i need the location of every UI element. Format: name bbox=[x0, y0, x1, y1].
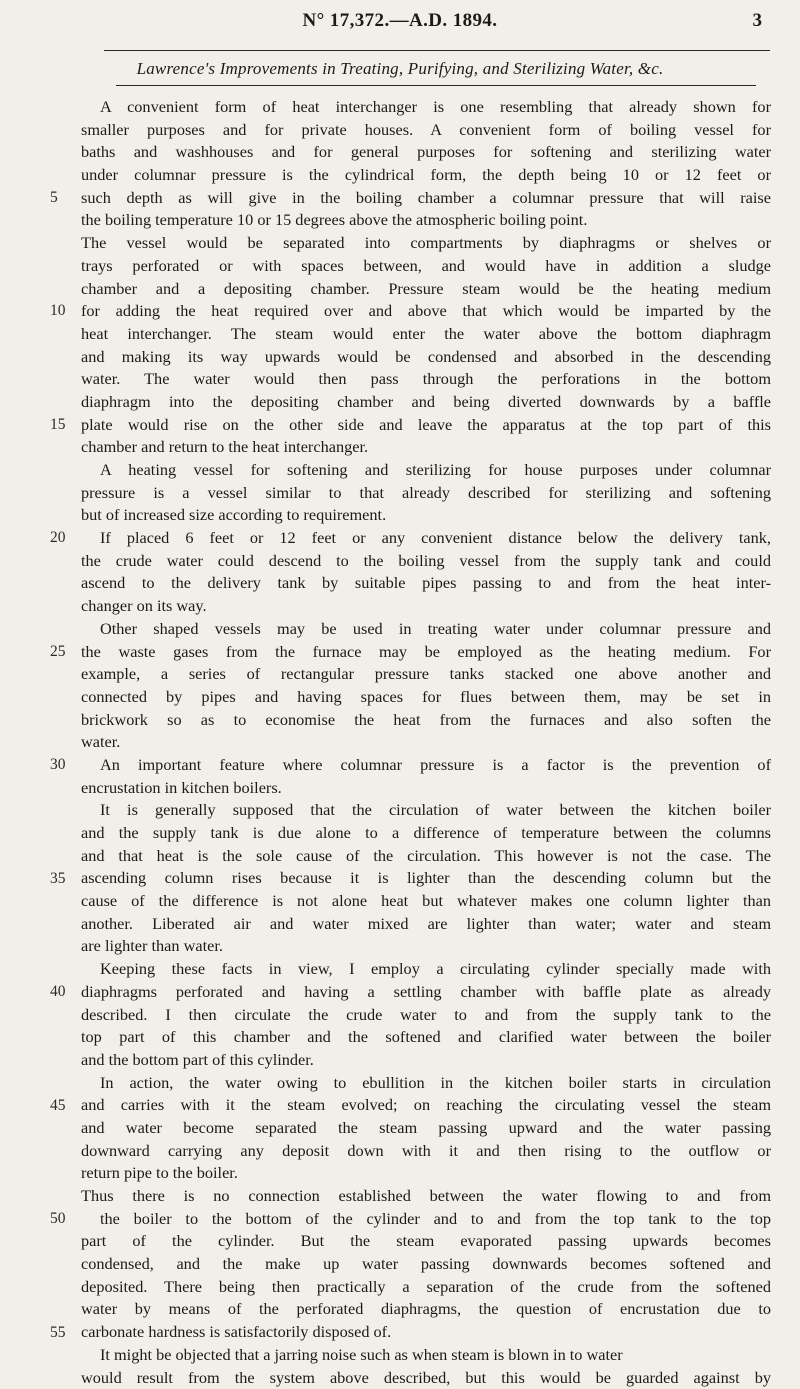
text-line: described. I then circulate the crude water to and from the supply tank to the bbox=[81, 1004, 771, 1027]
text-line: part of the cylinder. But the steam evaporated passing upwards becomes bbox=[81, 1230, 771, 1253]
text-line: downward carrying any deposit down with it and then rising to the outflow or bbox=[81, 1140, 771, 1163]
text-line: ascending column rises because it is lighter than the descending column but the bbox=[81, 867, 771, 890]
text-line: Thus there is no connection established between the water flowing to and from bbox=[81, 1185, 771, 1208]
text-line: and carries with it the steam evolved; on reaching the circulating vessel the steam bbox=[81, 1094, 771, 1117]
margin-line-number: 10 bbox=[50, 300, 66, 323]
text-line: top part of this chamber and the softened and clarified water between the boiler bbox=[81, 1026, 771, 1049]
text-line: and water become separated the steam passing upward and the water passing bbox=[81, 1117, 771, 1140]
text-line: condensed, and the make up water passing downwards becomes softened and bbox=[81, 1253, 771, 1276]
text-line: Keeping these facts in view, I employ a circulating cylinder specially made with bbox=[81, 958, 771, 981]
running-title: Lawrence's Improvements in Treating, Purifying, and Sterilizing Water, &c. bbox=[0, 59, 800, 79]
text-line: water. The water would then pass through the perforations in the bottom bbox=[81, 368, 771, 391]
text-line: The vessel would be separated into compartments by diaphragms or shelves or bbox=[81, 232, 771, 255]
text-line: deposited. There being then practically a separation of the crude from the softened bbox=[81, 1276, 771, 1299]
text-line: pressure is a vessel similar to that already described for sterilizing and softening bbox=[81, 482, 771, 505]
margin-line-number: 55 bbox=[50, 1322, 66, 1345]
text-line: A convenient form of heat interchanger is one resembling that already shown for bbox=[81, 96, 771, 119]
margin-line-number: 25 bbox=[50, 641, 66, 664]
text-line: example, a series of rectangular pressure tanks stacked one above another and bbox=[81, 663, 771, 686]
text-line: diaphragm into the depositing chamber and being diverted downwards by a baffle bbox=[81, 391, 771, 414]
margin-line-number: 20 bbox=[50, 527, 66, 550]
text-line: chamber and a depositing chamber. Pressure steam would be the heating medium bbox=[81, 278, 771, 301]
text-line: encrustation in kitchen boilers. bbox=[81, 777, 771, 800]
text-line: such depth as will give in the boiling chamber a columnar pressure that will raise bbox=[81, 187, 771, 210]
margin-line-number: 50 bbox=[50, 1208, 66, 1231]
text-line: plate would rise on the other side and leave the apparatus at the top part of this bbox=[81, 414, 771, 437]
text-line: brickwork so as to economise the heat from the furnaces and also soften the bbox=[81, 709, 771, 732]
text-line: the boiler to the bottom of the cylinder and to and from the top tank to the top bbox=[81, 1208, 771, 1231]
text-line: water. bbox=[81, 731, 771, 754]
text-line: It might be objected that a jarring noise such as when steam is blown in to water bbox=[81, 1344, 771, 1367]
text-line: If placed 6 feet or 12 feet or any convenient distance below the delivery tank, bbox=[81, 527, 771, 550]
margin-line-number: 40 bbox=[50, 981, 66, 1004]
text-line: and making its way upwards would be condensed and absorbed in the descending bbox=[81, 346, 771, 369]
text-line: are lighter than water. bbox=[81, 935, 771, 958]
margin-line-number: 5 bbox=[50, 187, 58, 210]
text-line: the crude water could descend to the boiling vessel from the supply tank and could bbox=[81, 550, 771, 573]
margin-line-number: 15 bbox=[50, 414, 66, 437]
text-line: the boiling temperature 10 or 15 degrees above the atmospheric boiling point. bbox=[81, 209, 771, 232]
text-line: the waste gases from the furnace may be employed as the heating medium. For bbox=[81, 641, 771, 664]
text-line: cause of the difference is not alone heat but whatever makes one column lighter than bbox=[81, 890, 771, 913]
text-line: ascend to the delivery tank by suitable pipes passing to and from the heat inter- bbox=[81, 572, 771, 595]
text-line: baths and washhouses and for general purposes for softening and sterilizing water bbox=[81, 141, 771, 164]
text-line: It is generally supposed that the circulation of water between the kitchen boiler bbox=[81, 799, 771, 822]
text-line: smaller purposes and for private houses. A convenient form of boiling vessel for bbox=[81, 119, 771, 142]
patent-number-header: N° 17,372.—A.D. 1894. bbox=[0, 10, 800, 32]
text-line: Other shaped vessels may be used in treating water under columnar pressure and bbox=[81, 618, 771, 641]
text-line: trays perforated or with spaces between, and would have in addition a sludge bbox=[81, 255, 771, 278]
text-line: for adding the heat required over and above that which would be imparted by the bbox=[81, 300, 771, 323]
text-line: return pipe to the boiler. bbox=[81, 1162, 771, 1185]
page-number: 3 bbox=[753, 10, 763, 32]
margin-line-number: 35 bbox=[50, 868, 66, 891]
text-line: diaphragms perforated and having a settling chamber with baffle plate as already bbox=[81, 981, 771, 1004]
text-line: A heating vessel for softening and sterilizing for house purposes under columnar bbox=[81, 459, 771, 482]
header-rule bbox=[104, 50, 770, 51]
text-line: connected by pipes and having spaces for flues between them, may be set in bbox=[81, 686, 771, 709]
text-line: would result from the system above described, but this would be guarded against by bbox=[81, 1367, 771, 1389]
text-line: An important feature where columnar pressure is a factor is the prevention of bbox=[81, 754, 771, 777]
text-line: chamber and return to the heat interchanger. bbox=[81, 436, 771, 459]
text-line: carbonate hardness is satisfactorily disposed of. bbox=[81, 1321, 771, 1344]
title-rule bbox=[116, 85, 756, 86]
text-line: but of increased size according to requirement. bbox=[81, 504, 771, 527]
text-line: In action, the water owing to ebullition in the kitchen boiler starts in circulation bbox=[81, 1072, 771, 1095]
text-line: under columnar pressure is the cylindrical form, the depth being 10 or 12 feet or bbox=[81, 164, 771, 187]
text-line: and the bottom part of this cylinder. bbox=[81, 1049, 771, 1072]
text-line: water by means of the perforated diaphragms, the question of encrustation due to bbox=[81, 1298, 771, 1321]
text-line: changer on its way. bbox=[81, 595, 771, 618]
text-line: and that heat is the sole cause of the circulation. This however is not the case. The bbox=[81, 845, 771, 868]
body-text bbox=[81, 96, 771, 1389]
text-line: heat interchanger. The steam would enter the water above the bottom diaphragm bbox=[81, 323, 771, 346]
text-line: and the supply tank is due alone to a difference of temperature between the columns bbox=[81, 822, 771, 845]
margin-line-number: 30 bbox=[50, 754, 66, 777]
margin-line-number: 45 bbox=[50, 1095, 66, 1118]
text-line: another. Liberated air and water mixed are lighter than water; water and steam bbox=[81, 913, 771, 936]
